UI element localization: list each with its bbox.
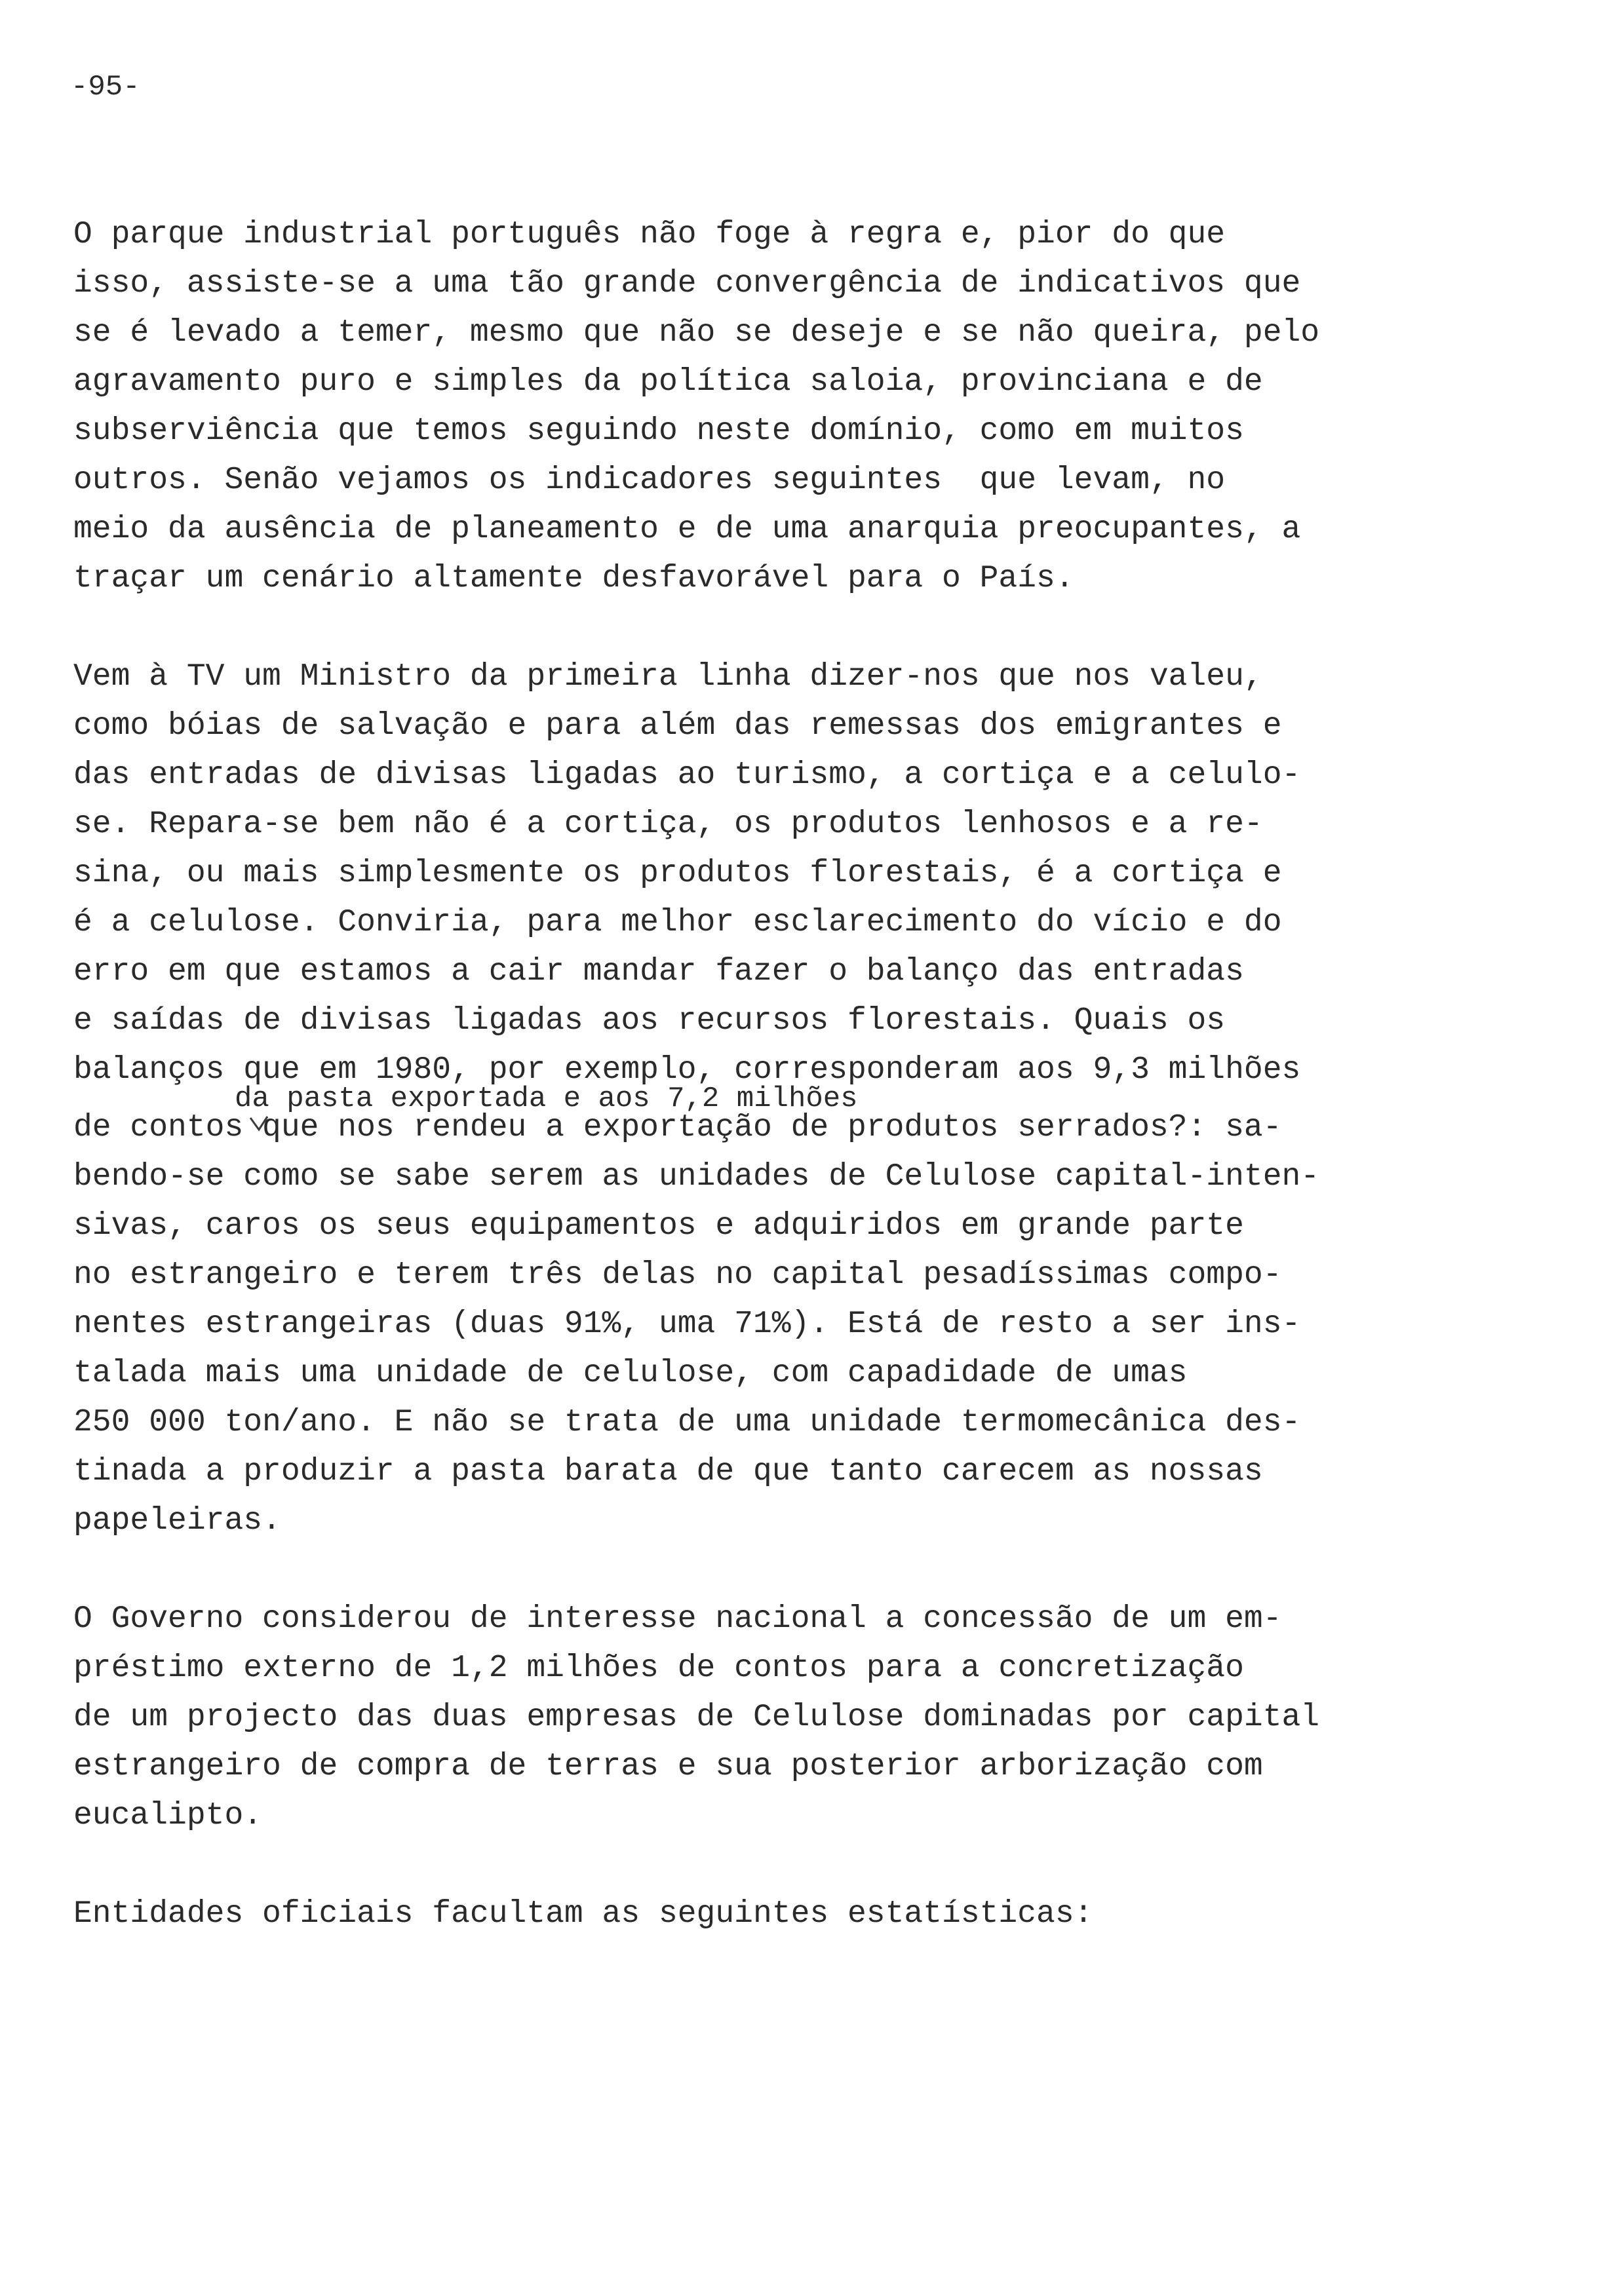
text-line: traçar um cenário altamente desfavorável para o País. [73, 561, 1074, 596]
text-line: isso, assiste-se a uma tão grande convergência de indicativos que [73, 266, 1301, 301]
text-line: tinada a produzir a pasta barata de que tanto carecem as nossas [73, 1454, 1263, 1489]
text-line: O Governo considerou de interesse nacional a concessão de um em- [73, 1601, 1282, 1637]
text-line: 250 000 ton/ano. E não se trata de uma unidade termomecânica des- [73, 1405, 1301, 1440]
text-line: é a celulose. Conviria, para melhor esclarecimento do vício e do [73, 905, 1282, 940]
text-line: Vem à TV um Ministro da primeira linha dizer-nos que nos valeu, [73, 659, 1263, 695]
text-line: O parque industrial português não foge à regra e, pior do que [73, 217, 1226, 252]
text-line: de um projecto das duas empresas de Celulose dominadas por capital [73, 1700, 1320, 1735]
text-line: como bóias de salvação e para além das remessas dos emigrantes e [73, 708, 1282, 744]
text-line: meio da ausência de planeamento e de uma anarquia preocupantes, a [73, 512, 1301, 547]
text-line: de contos que nos rendeu a exportação de produtos serrados?: sa- [73, 1110, 1282, 1145]
text-line: e saídas de divisas ligadas aos recursos florestais. Quais os [73, 1003, 1226, 1039]
text-line: erro em que estamos a cair mandar fazer o balanço das entradas [73, 954, 1244, 989]
text-line: talada mais uma unidade de celulose, com capadidade de umas [73, 1356, 1188, 1391]
page-number: -95- [71, 71, 140, 104]
text-line: outros. Senão vejamos os indicadores seguintes que levam, no [73, 463, 1226, 498]
text-line: se. Repara-se bem não é a cortiça, os produtos lenhosos e a re- [73, 807, 1263, 842]
text-line: préstimo externo de 1,2 milhões de contos para a concretização [73, 1651, 1244, 1686]
text-line: papeleiras. [73, 1503, 281, 1539]
text-line: subserviência que temos seguindo neste domínio, como em muitos [73, 413, 1244, 449]
text-line: Entidades oficiais facultam as seguintes estatísticas: [73, 1896, 1093, 1932]
handwritten-insertion: da pasta exportada e aos 7,2 milhões [235, 1082, 858, 1115]
text-line: estrangeiro de compra de terras e sua posterior arborização com [73, 1749, 1263, 1784]
text-line: nentes estrangeiras (duas 91%, uma 71%). Está de resto a ser ins- [73, 1307, 1301, 1342]
text-line: balanços que em 1980, por exemplo, corresponderam aos 9,3 milhões [73, 1052, 1301, 1088]
text-line: no estrangeiro e terem três delas no capital pesadíssimas compo- [73, 1257, 1282, 1293]
text-line: agravamento puro e simples da política saloia, provinciana e de [73, 364, 1263, 400]
text-line: sina, ou mais simplesmente os produtos florestais, é a cortiça e [73, 856, 1282, 891]
text-line: bendo-se como se sabe serem as unidades de Celulose capital-inten- [73, 1159, 1320, 1195]
text-line: se é levado a temer, mesmo que não se deseje e se não queira, pelo [73, 315, 1320, 351]
text-line: eucalipto. [73, 1798, 263, 1833]
text-line: das entradas de divisas ligadas ao turismo, a cortiça e a celulo- [73, 757, 1301, 793]
text-line: sivas, caros os seus equipamentos e adquiridos em grande parte [73, 1208, 1244, 1244]
